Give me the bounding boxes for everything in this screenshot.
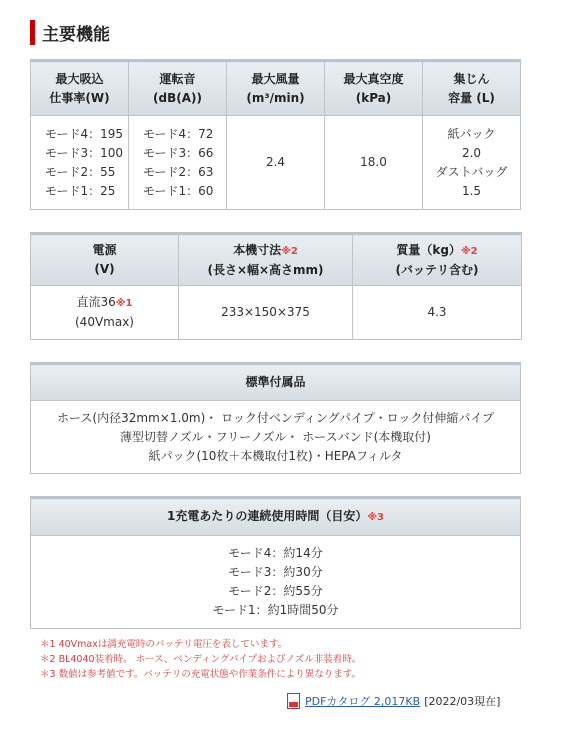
header-capacity: 集じん 容量 (L) [423, 61, 521, 116]
noise-values: モード4：72 モード3：66 モード2：63 モード1：60 [129, 116, 227, 210]
header-weight: 質量（kg）※2 (バッテリ含む) [353, 234, 522, 286]
footnote-1: ＊1 40Vmaxは満充電時のバッテリ電圧を表しています。 [40, 639, 288, 650]
performance-table [30, 59, 521, 210]
catalog-date: [2022/03現在] [424, 695, 501, 708]
capacity-values: 紙パック 2.0 ダストバッグ 1.5 [423, 116, 521, 210]
weight-value: 4.3 [353, 286, 522, 340]
pdf-file-icon[interactable] [287, 693, 300, 709]
dimensions-value: 233×150×375 [179, 286, 353, 340]
runtime-table [30, 496, 521, 629]
footnote-3: ＊3 数値は参考値です。バッテリの充電状態や作業条件により異なります。 [40, 669, 362, 680]
header-noise: 運転音 (dB(A)) [129, 61, 227, 116]
vacuum-value: 18.0 [325, 116, 423, 210]
header-accessories: 標準付属品 [31, 364, 521, 401]
spec-table [30, 232, 522, 340]
header-airflow: 最大風量 (m³/min) [227, 61, 325, 116]
header-vacuum: 最大真空度 (kPa) [325, 61, 423, 116]
accessories-list: ホース(内径32mm×1.0m)・ ロック付ベンディングパイプ・ロック付伸縮パイプ 薄型切替ノズル・フリーノズル・ ホースバンド(本機取付) 紙パック(10枚＋本機取付1枚)・HEPAフィルタ [31, 401, 521, 474]
header-dimensions: 本機寸法※2 (長さ×幅×高さmm) [179, 234, 353, 286]
section-title: 主要機能 [42, 24, 110, 45]
runtime-values: モード4：約14分 モード3：約30分 モード2：約55分 モード1：約1時間50分 [31, 536, 521, 629]
header-suction: 最大吸込 仕事率(W) [31, 61, 129, 116]
header-runtime: 1充電あたりの連続使用時間（目安）※3 [31, 498, 521, 536]
footnotes [40, 637, 587, 682]
accessories-table [30, 362, 521, 474]
suction-values: モード4：195 モード3：100 モード2：55 モード1：25 [31, 116, 129, 210]
header-power: 電源 (V) [31, 234, 179, 286]
footnote-2: ＊2 BL4040装着時。 ホース、ベンディングパイプおよびノズル非装着時。 [40, 654, 362, 665]
pdf-download [287, 693, 500, 709]
section-heading [30, 18, 587, 46]
pdf-catalog-link[interactable]: PDFカタログ 2,017KB [305, 695, 421, 708]
airflow-value: 2.4 [227, 116, 325, 210]
heading-accent-bar [30, 20, 35, 45]
power-value: 直流36※1 (40Vmax) [31, 286, 179, 340]
